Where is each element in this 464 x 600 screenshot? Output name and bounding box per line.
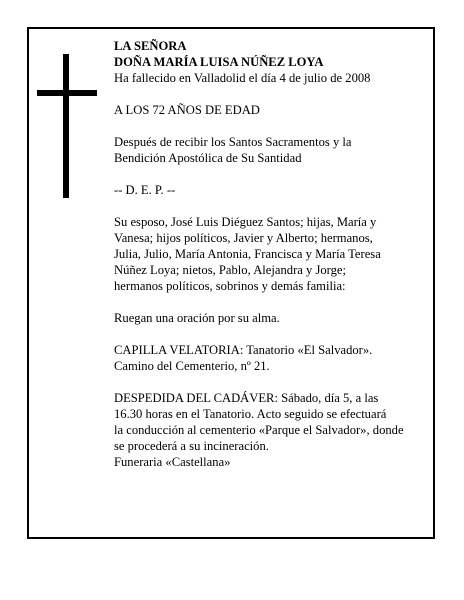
title-line-2: DOÑA MARÍA LUISA NÚÑEZ LOYA [114, 55, 324, 69]
chapel-label: CAPILLA VELATORIA: [114, 343, 244, 357]
family-line-3: Julia, Julio, María Antonia, Francisca y María Teresa [114, 247, 381, 261]
farewell-line-3: la conducción al cementerio «Parque el Salvador», donde [114, 423, 404, 437]
prayer-line: Ruegan una oración por su alma. [114, 311, 280, 325]
title-line-1: LA SEÑORA [114, 39, 187, 53]
sacraments-line-1: Después de recibir los Santos Sacramentos y la [114, 135, 352, 149]
chapel-address: Camino del Cementerio, nº 21. [114, 359, 270, 373]
family-line-5: hermanos políticos, sobrinos y demás familia: [114, 279, 346, 293]
farewell-label: DESPEDIDA DEL CADÁVER: [114, 391, 278, 405]
spacer [114, 294, 434, 310]
family-line-2: Vanesa; hijos políticos, Javier y Alberto; hermanos, [114, 231, 373, 245]
spacer [114, 118, 434, 134]
spacer [114, 326, 434, 342]
farewell-line-1 [114, 390, 434, 406]
family-line-4: Núñez Loya; nietos, Pablo, Alejandra y Jorge; [114, 263, 347, 277]
farewell-line-2: 16.30 horas en el Tanatorio. Acto seguido se efectuará [114, 407, 387, 421]
farewell-line-4: se procederá a su incineración. [114, 439, 269, 453]
obituary-text [114, 38, 434, 470]
funeral-home: Funeraria «Castellana» [114, 455, 231, 469]
chapel-text: Tanatorio «El Salvador». [243, 343, 373, 357]
spacer [114, 374, 434, 390]
spacer [114, 166, 434, 182]
dep-line: -- D. E. P. -- [114, 183, 176, 197]
age-line: A LOS 72 AÑOS DE EDAD [114, 103, 260, 117]
spacer [114, 86, 434, 102]
death-info: Ha fallecido en Valladolid el día 4 de julio de 2008 [114, 71, 371, 85]
cross-horizontal-bar [37, 90, 97, 96]
sacraments-line-2: Bendición Apostólica de Su Santidad [114, 151, 302, 165]
spacer [114, 198, 434, 214]
family-line-1: Su esposo, José Luis Diéguez Santos; hijas, María y [114, 215, 377, 229]
cross-icon [37, 54, 97, 198]
cross-vertical-bar [63, 54, 69, 198]
farewell-text-1: Sábado, día 5, a las [277, 391, 379, 405]
chapel-line [114, 342, 434, 358]
